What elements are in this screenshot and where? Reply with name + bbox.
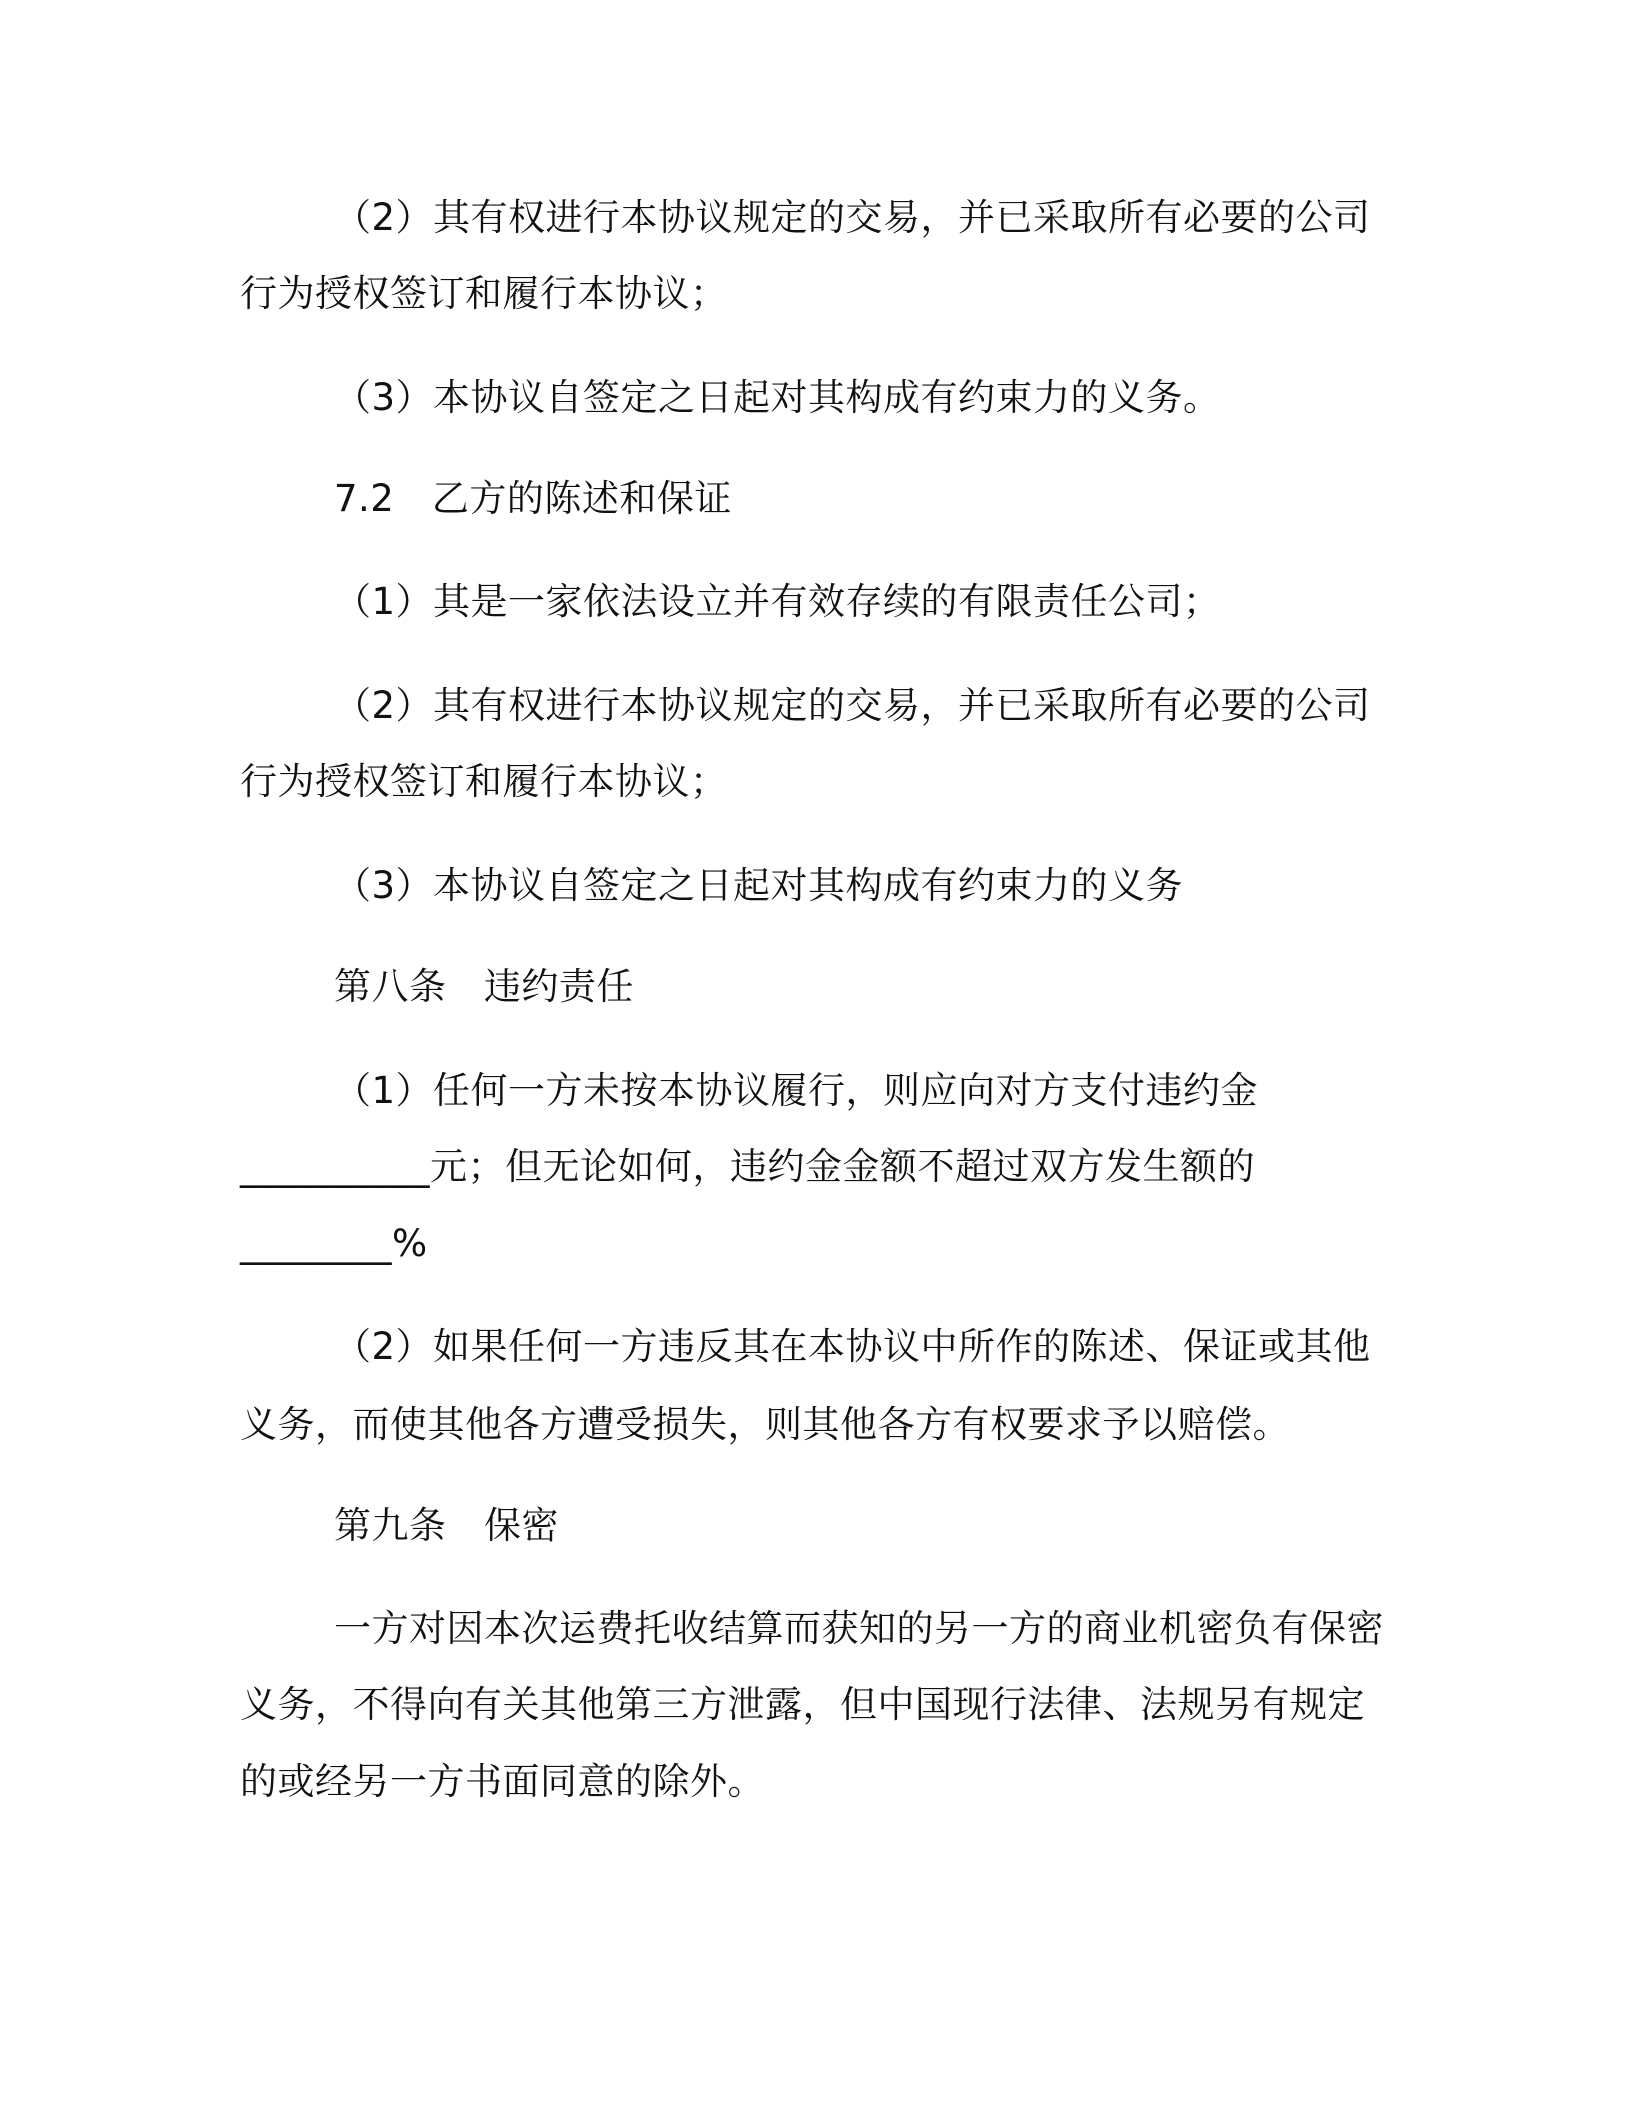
text-line: （1）其是一家依法设立并有效存续的有限责任公司； <box>334 580 1221 623</box>
text-line: ________% <box>240 1222 428 1265</box>
text-line: __________元；但无论如何，违约金金额不超过双方发生额的 <box>240 1145 1255 1188</box>
text-line: 行为授权签订和履行本协议； <box>240 760 728 803</box>
text-line: （1）任何一方未按本协议履行，则应向对方支付违约金 <box>334 1069 1259 1112</box>
text-line: （3）本协议自签定之日起对其构成有约束力的义务 <box>334 864 1184 907</box>
text-line: 义务，而使其他各方遭受损失，则其他各方有权要求予以赔偿。 <box>240 1403 1290 1446</box>
article-heading: 第九条 保密 <box>334 1504 559 1547</box>
section-heading: 7.2 乙方的陈述和保证 <box>334 477 732 520</box>
text-line: （2）其有权进行本协议规定的交易，并已采取所有必要的公司 <box>334 684 1371 727</box>
text-line: （2）如果任何一方违反其在本协议中所作的陈述、保证或其他 <box>334 1325 1371 1368</box>
article-heading: 第八条 违约责任 <box>334 965 634 1008</box>
text-line: （3）本协议自签定之日起对其构成有约束力的义务。 <box>334 376 1221 419</box>
text-line: 的或经另一方书面同意的除外。 <box>240 1760 765 1803</box>
text-line: 义务，不得向有关其他第三方泄露，但中国现行法律、法规另有规定 <box>240 1683 1365 1726</box>
text-line: （2）其有权进行本协议规定的交易，并已采取所有必要的公司 <box>334 196 1371 239</box>
text-line: 行为授权签订和履行本协议； <box>240 272 728 315</box>
text-line: 一方对因本次运费托收结算而获知的另一方的商业机密负有保密 <box>334 1607 1384 1650</box>
